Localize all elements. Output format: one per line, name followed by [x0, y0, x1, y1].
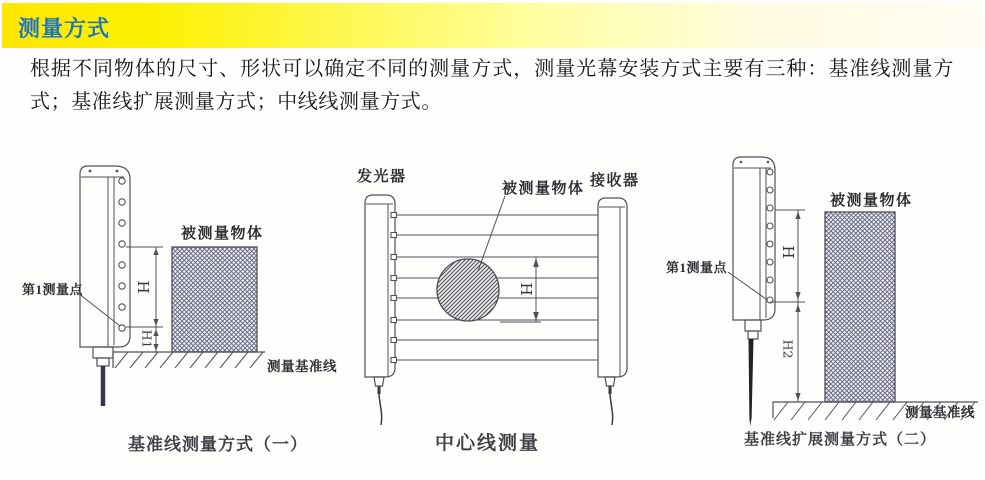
dim-label-h: H	[517, 282, 535, 296]
connector	[605, 377, 615, 386]
ground-baseline	[113, 352, 265, 368]
diagram-baseline-method	[20, 150, 350, 460]
label-first-measure-point: 第1测量点	[22, 282, 84, 297]
dim-label-h2: H2	[780, 339, 796, 359]
label-measure-baseline: 测量基准线	[905, 405, 975, 420]
label-measured-object: 被测量物体	[830, 193, 913, 209]
label-emitter: 发光器	[357, 169, 407, 185]
light-curtain-tower	[80, 166, 130, 406]
label-measure-baseline: 测量基准线	[267, 359, 337, 374]
label-measured-object: 被测量物体	[181, 226, 264, 242]
cable	[749, 339, 754, 426]
emitter-tower	[365, 195, 397, 425]
label-first-measure-point: 第1测量点	[666, 260, 728, 275]
caption-baseline-method: 基准线测量方式（一）	[128, 435, 308, 454]
receiver-tower	[598, 198, 627, 425]
extended-drawing	[660, 150, 985, 430]
light-curtain-tower	[733, 157, 775, 426]
dim-label-h: H	[134, 280, 152, 294]
caption-extended-method: 基准线扩展测量方式（二）	[744, 432, 937, 448]
measured-object-box	[825, 212, 895, 402]
dim-label-h1: H1	[139, 329, 155, 349]
measured-object-box	[172, 247, 257, 352]
cable	[610, 394, 613, 425]
sensor-dots	[119, 178, 125, 331]
cable	[379, 394, 382, 425]
connector	[374, 377, 384, 386]
diagram-centerline-method	[355, 150, 645, 460]
intro-paragraph: 根据不同物体的尺寸、形状可以确定不同的测量方式，测量光幕安装方式主要有三种：基准线测量方式；基准线扩展测量方式；中线线测量方式。	[30, 58, 954, 113]
centerline-drawing	[355, 150, 645, 430]
leader-line	[478, 196, 505, 271]
caption-centerline: 中心线测量	[435, 433, 541, 454]
section-header-banner	[2, 3, 982, 48]
page-title: 测量方式	[18, 16, 111, 41]
measured-object-circle	[437, 259, 499, 321]
label-measured-object: 被测量物体	[502, 181, 585, 197]
label-receiver: 接收器	[590, 173, 640, 189]
sensor-dots	[767, 169, 773, 303]
dim-label-h: H	[779, 245, 797, 259]
